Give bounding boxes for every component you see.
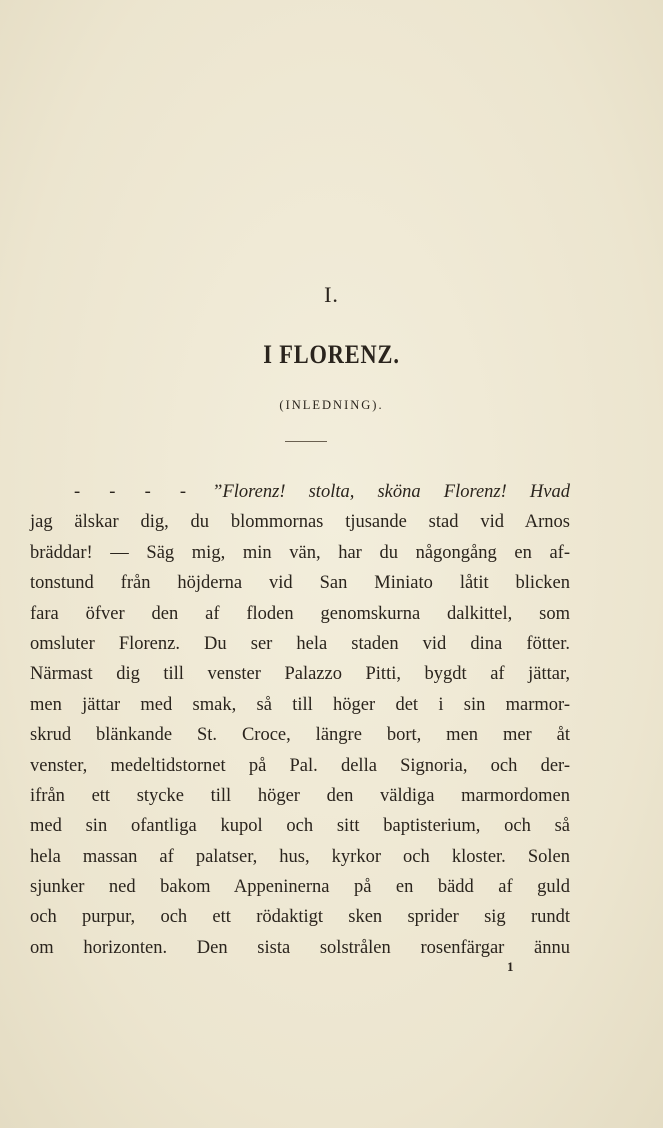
text-line: bräddar! — Säg mig, min vän, har du någongång en af- bbox=[30, 542, 570, 563]
text-line-1 bbox=[30, 477, 570, 507]
text-line: men jättar med smak, så till höger det i sin marmor- bbox=[30, 694, 570, 715]
text-line: jag älskar dig, du blommornas tjusande stad vid Arnos bbox=[30, 512, 570, 533]
text-line: ifrån ett stycke till höger den väldiga marmordomen bbox=[30, 785, 570, 806]
text-line: venster, medeltidstornet på Pal. della Signoria, och der- bbox=[30, 755, 570, 776]
chapter-title: I FLORENZ. bbox=[263, 340, 400, 369]
title-divider bbox=[285, 441, 327, 442]
text-line: med sin ofantliga kupol och sitt baptisterium, och så bbox=[30, 816, 570, 837]
body-text bbox=[30, 477, 570, 963]
text-line: om horizonten. Den sista solstrålen rosenfärgar ännu bbox=[30, 937, 570, 958]
text-line: och purpur, och ett rödaktigt sken sprider sig rundt bbox=[30, 907, 570, 928]
text-line: hela massan af palatser, hus, kyrkor och kloster. Solen bbox=[30, 846, 570, 867]
signature-mark: 1 bbox=[507, 959, 514, 974]
text-line: skrud blänkande St. Croce, längre bort, men mer åt bbox=[30, 725, 570, 746]
chapter-subtitle: (INLEDNING). bbox=[279, 398, 384, 412]
lead-dashes: - - - - bbox=[74, 482, 190, 502]
first-line-text: ”Florenz! stolta, sköna Florenz! Hvad bbox=[212, 482, 570, 502]
text-line: sjunker ned bakom Appeninerna på en bädd af guld bbox=[30, 877, 570, 898]
text-line: tonstund från höjderna vid San Miniato låtit blicken bbox=[30, 573, 570, 594]
text-line: fara öfver den af floden genomskurna dalkittel, som bbox=[30, 603, 570, 624]
text-line: Närmast dig till venster Palazzo Pitti, bygdt af jättar, bbox=[30, 664, 570, 685]
text-line: omsluter Florenz. Du ser hela staden vid dina fötter. bbox=[30, 633, 570, 654]
chapter-number: I. bbox=[324, 282, 339, 307]
